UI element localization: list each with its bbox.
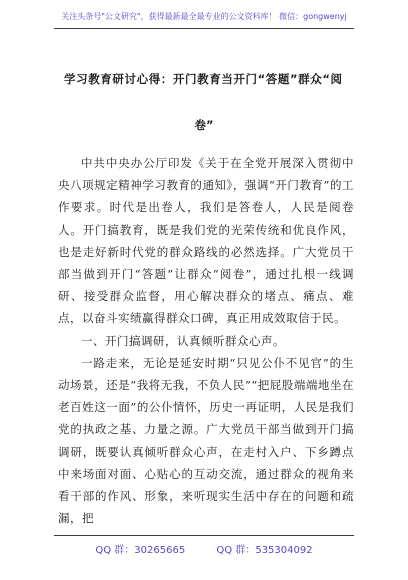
title-line-2: 卷” bbox=[194, 118, 214, 132]
footer-divider bbox=[54, 535, 354, 536]
footer-qq-group-2: QQ 群：535304092 bbox=[216, 545, 313, 556]
title-line-1: 学习教育研讨心得：开门教育当开门“答题”群众“阅 bbox=[64, 72, 343, 86]
paragraph-section-1: 一路走来，无论是延安时期“只见公仆不见官”的生动场景，还是“我将无我，不负人民”“把屁股端端地坐在老百姓这一面”的公仆情怀，历史一再证明，人民是我们党的执政之基、力量之源。广大党员干部当做到开门搞调研，既要认真倾听群众心声，在走村入户、下乡蹲点中来场面对面、心贴心的互动交流，通过群众的视角来看干部的作风、形象，来听现实生活中存在的问题和疏漏，把 bbox=[58, 355, 354, 526]
footer-qq-group-1: QQ 群：30265665 bbox=[95, 545, 186, 556]
header-divider bbox=[54, 28, 354, 29]
header-banner: 关注头条号"公文研究"，获得最新最全最专业的公文资料库！ 微信：gongwenyj bbox=[61, 12, 347, 21]
section-heading-1: 一、开门搞调研，认真倾听群众心声。 bbox=[81, 333, 285, 348]
paragraph-intro: 中共中央办公厅印发《关于在全党开展深入贯彻中央八项规定精神学习教育的通知》，强调“开门教育”的工作要求。时代是出卷人，我们是答卷人，人民是阅卷人。开门搞教育，既是我们党的光荣传统和优良作风，也是走好新时代党的群众路线的必然选择。广大党员干部当做到开门“答题”让群众“阅卷”，通过扎根一线调研、接受群众监督，用心解决群众的堵点、痛点、难点，以奋斗实绩赢得群众口碑，真正用成效取信于民。 bbox=[58, 156, 354, 326]
document-body bbox=[58, 152, 354, 529]
footer-contact bbox=[0, 541, 408, 556]
document-title bbox=[64, 68, 354, 90]
